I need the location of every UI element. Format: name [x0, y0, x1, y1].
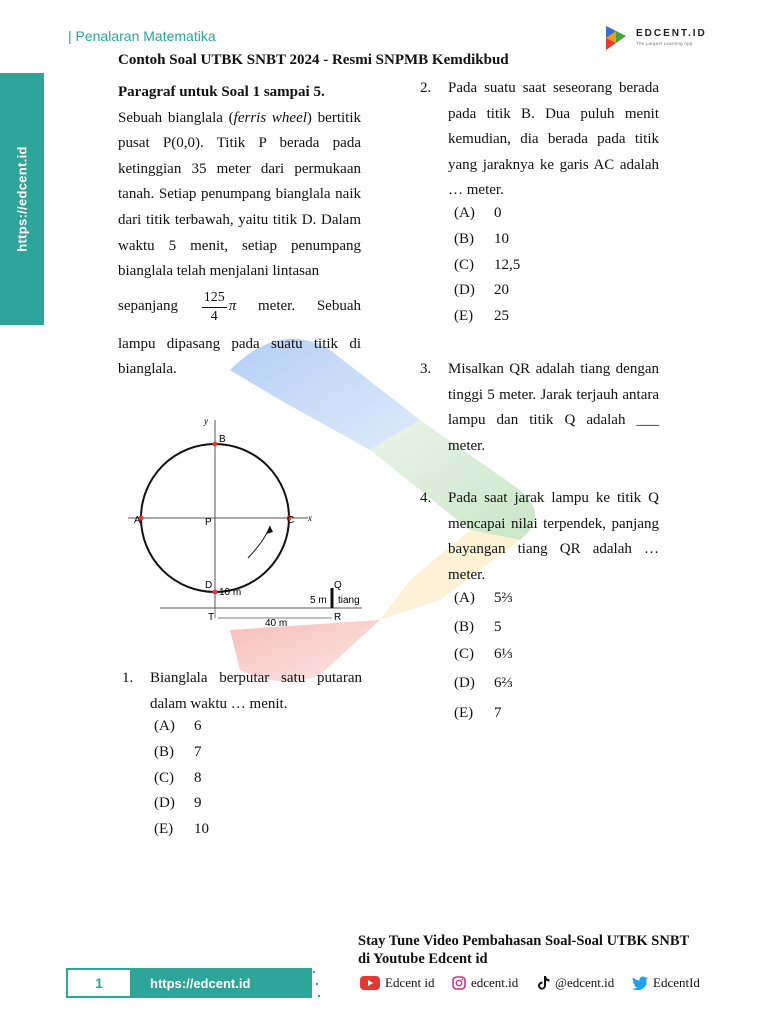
option-value: 5: [494, 619, 502, 635]
question-2-options: [450, 205, 570, 335]
side-url-tab: [0, 73, 44, 325]
label-Q: Q: [334, 580, 342, 591]
question-4-options: [450, 590, 570, 730]
tiktok-link[interactable]: [538, 975, 614, 991]
passage-text-4a: meter.: [258, 298, 296, 315]
passage-text-4b: Sebuah: [316, 298, 361, 315]
dot-pattern-icon: [276, 966, 322, 1000]
option-label: (C): [454, 646, 474, 662]
option-value: 7: [194, 744, 202, 760]
label-C: C: [287, 515, 295, 526]
option-label: (E): [154, 821, 174, 837]
option-label: (A): [454, 590, 475, 606]
question-number: 3.: [420, 361, 432, 377]
tiktok-handle: @edcent.id: [555, 975, 615, 990]
label-40m: 40 m: [265, 618, 288, 629]
point-B: [213, 442, 218, 447]
question-text: Bianglala berputar satu putaran dalam waktu … menit.: [150, 670, 362, 712]
option-label: (D): [454, 282, 475, 298]
side-url-text: https://edcent.id: [14, 146, 30, 252]
option-label: (D): [454, 675, 475, 691]
page-number: 1: [66, 968, 132, 998]
question-text: Pada saat jarak lampu ke titik Q mencapai nilai terpendek, panjang bayangan tiang QR adalah … meter.: [448, 490, 659, 583]
option-value: 6⅓: [494, 646, 513, 662]
document-title: Contoh Soal UTBK SNBT 2024 - Resmi SNPMB Kemdikbud: [118, 52, 509, 68]
cta-line-2: di Youtube Edcent id: [358, 951, 488, 967]
passage-text-4: lampu dipasang pada suatu titik di bianglala.: [118, 335, 361, 378]
option-label: (D): [154, 795, 175, 811]
footer-url: https://edcent.id: [150, 975, 251, 991]
passage-text-2: ) bertitik pusat P(0,0). Titik P berada pada ketinggian 35 meter dari permukaan tanah. Setiap penumpang bianglala naik dari titik terbawah, yaitu titik D. Dalam waktu 5 menit, setiap penumpang bianglala telah menjalani lintasan: [118, 109, 361, 280]
option-label: (C): [454, 257, 474, 273]
logo-tagline: The Largest Learning App: [636, 41, 693, 46]
question-number: 4.: [420, 490, 432, 506]
option-value: 25: [494, 308, 509, 324]
option-value: 5⅔: [494, 590, 513, 606]
point-D: [213, 590, 218, 595]
option-value: 8: [194, 770, 202, 786]
tiktok-icon: [538, 976, 550, 990]
ferris-wheel-diagram: [120, 408, 370, 633]
option-label: (A): [154, 718, 175, 734]
fraction-numerator: 125: [202, 289, 227, 308]
label-B: B: [219, 434, 226, 445]
pi-symbol: π: [228, 298, 237, 315]
label-y: y: [204, 416, 208, 426]
subject-header: | Penalaran Matematika: [68, 28, 216, 44]
option-label: (B): [154, 744, 174, 760]
label-x: x: [308, 513, 312, 523]
passage-text-3: sepanjang: [118, 298, 178, 315]
rotation-arrow: [248, 526, 270, 558]
option-value: 9: [194, 795, 202, 811]
label-P: P: [205, 517, 212, 528]
logo-wordmark: EDCENT.ID: [636, 28, 707, 39]
passage-text-1: Sebuah bianglala (: [118, 109, 234, 126]
option-value: 0: [494, 205, 502, 221]
option-value: 10: [494, 231, 509, 247]
option-value: 20: [494, 282, 509, 298]
instagram-icon: [452, 976, 466, 990]
option-value: 6: [194, 718, 202, 734]
question-text: Misalkan QR adalah tiang dengan tinggi 5 meter. Jarak terjauh antara lampu dan titik Q adalah ___ meter.: [448, 361, 659, 454]
passage: [118, 80, 361, 383]
label-10m: 10 m: [219, 587, 242, 598]
option-value: 10: [194, 821, 209, 837]
youtube-link[interactable]: [360, 975, 434, 991]
fraction-denominator: 4: [210, 308, 218, 324]
passage-text-italic: ferris wheel: [233, 109, 307, 126]
passage-fraction-line: [118, 289, 361, 326]
footer-cta: [358, 932, 689, 968]
option-label: (E): [454, 705, 474, 721]
question-number: 1.: [122, 670, 134, 686]
option-value: 7: [494, 705, 502, 721]
option-label: (B): [454, 619, 474, 635]
option-label: (A): [454, 205, 475, 221]
option-value: 12,5: [494, 257, 521, 273]
label-tiang: tiang: [338, 595, 360, 606]
label-R: R: [334, 612, 342, 623]
youtube-icon: [360, 976, 380, 990]
cta-line-1: Stay Tune Video Pembahasan Soal-Soal UTBK SNBT: [358, 933, 690, 949]
option-label: (E): [454, 308, 474, 324]
label-D: D: [205, 580, 213, 591]
option-label: (B): [454, 231, 474, 247]
youtube-handle: Edcent id: [385, 975, 435, 990]
label-A: A: [134, 515, 141, 526]
twitter-handle: EdcentId: [653, 975, 700, 990]
passage-body: [118, 106, 361, 285]
instagram-link[interactable]: [452, 975, 518, 991]
passage-heading: Paragraf untuk Soal 1 sampai 5.: [118, 84, 325, 100]
twitter-icon: [632, 976, 648, 990]
label-5m: 5 m: [310, 595, 327, 606]
option-value: 6⅔: [494, 675, 513, 691]
question-number: 2.: [420, 80, 432, 96]
question-1-options: [150, 718, 270, 848]
option-label: (C): [154, 770, 174, 786]
question-text: Pada suatu saat seseorang berada pada titik B. Dua puluh menit kemudian, dia berada pada titik yang jaraknya ke garis AC adalah … meter.: [448, 80, 659, 199]
label-T: T: [208, 612, 215, 623]
twitter-link[interactable]: [632, 975, 700, 991]
fraction: [202, 289, 227, 326]
instagram-handle: edcent.id: [471, 975, 519, 990]
